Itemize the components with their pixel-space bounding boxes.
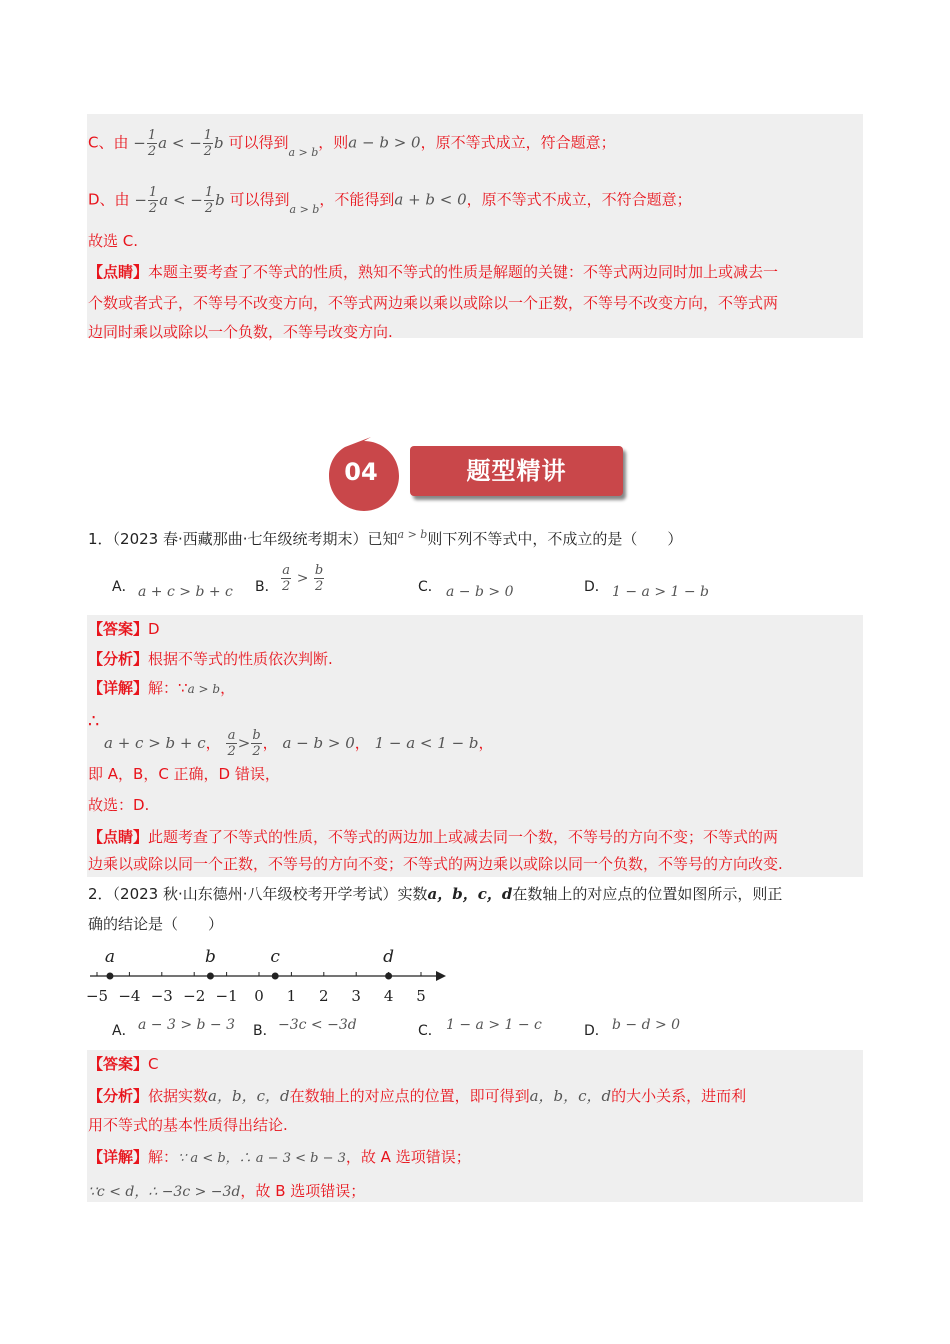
tick-label: −1 — [215, 987, 238, 1002]
section-number: 04 — [344, 458, 378, 486]
axis-arrow-icon — [436, 971, 446, 981]
q1-detail: 【详解】解：∵a > b， — [88, 679, 236, 697]
d-suffix: ，原不等式不成立，不符合题意； — [466, 190, 692, 209]
q2-option-a-math: a − 3 > b − 3 — [138, 1017, 236, 1033]
tick-label: 3 — [351, 987, 361, 1002]
d-prefix: D、由 — [88, 190, 130, 209]
option-c-explanation — [88, 128, 616, 159]
q2-option-d-math: b − d > 0 — [612, 1017, 681, 1033]
expr-a-plus-b-lt-0: a + b < 0 — [394, 190, 467, 209]
point-label-c: c — [270, 947, 280, 967]
question-2-stem-l2: 确的结论是（ ） — [88, 915, 224, 933]
c-suffix: ，原不等式成立，符合题意； — [420, 133, 616, 152]
point-label-d: d — [383, 947, 395, 967]
point-b — [207, 973, 214, 980]
tick-label: −2 — [183, 987, 206, 1002]
expr-a-gt-b-2: a > b — [289, 202, 320, 216]
q1-option-a-label[interactable]: A． — [112, 579, 136, 595]
q2-option-a-label[interactable]: A． — [112, 1023, 136, 1039]
choice-c: 故选 C. — [88, 232, 139, 250]
q1-option-c-math: a − b > 0 — [446, 584, 514, 600]
tick-label: −5 — [85, 987, 109, 1002]
q2-option-c-label[interactable]: C． — [418, 1023, 442, 1039]
q2-analysis-l1: 【分析】依据实数a，b，c，d在数轴上的对应点的位置，即可得到a，b，c，d的大小关系，进而利 — [88, 1087, 747, 1105]
point-label-a: a — [104, 947, 116, 967]
tick-label: 4 — [383, 987, 394, 1002]
q1-option-d-label[interactable]: D． — [584, 579, 609, 595]
q2-option-b-math: −3c < −3d — [278, 1017, 357, 1033]
expr-a-gt-b: a > b — [288, 145, 319, 159]
comment-top-l3: 边同时乘以或除以一个负数，不等号改变方向. — [88, 323, 393, 341]
comment-tag: 【点睛】 — [88, 263, 149, 281]
q1-therefore-line: ∴ — [88, 711, 100, 732]
question-2-stem-l1: 2．（2023 秋·山东德州·八年级校考开学考试）实数a，b，c，d在数轴上的对应点的位置如图所示，则正 — [88, 885, 783, 903]
q1-source: （2023 春·西藏那曲·七年级统考期末）已知 — [112, 530, 398, 548]
number-line — [84, 940, 454, 1002]
option-d-explanation — [88, 185, 692, 216]
q1-analysis: 【分析】根据不等式的性质依次判断. — [88, 650, 333, 668]
q1-option-c-label[interactable]: C． — [418, 579, 442, 595]
c-prefix: C、由 — [88, 133, 129, 152]
point-a — [106, 973, 113, 980]
question-1-stem — [88, 528, 682, 552]
q2-option-d-label[interactable]: D． — [584, 1023, 609, 1039]
q1-stem-end: 则下列不等式中，不成立的是（ ） — [427, 530, 683, 548]
expr-a-minus-b-gt-0: a − b > 0 — [348, 133, 421, 152]
tick-label: 1 — [286, 987, 297, 1002]
q2-option-c-math: 1 − a > 1 − c — [446, 1017, 542, 1033]
q1-choice: 故选：D. — [88, 796, 150, 814]
q1-comment-l1: 【点睛】此题考查了不等式的性质，不等式的两边加上或减去同一个数，不等号的方向不变；不等式的两 — [88, 828, 779, 846]
tick-label: −3 — [150, 987, 173, 1002]
q1-answer: 【答案】D — [88, 620, 160, 638]
q1-option-b-math: $\frac{a}{2}$ > $\frac{b}{2}$ — [282, 563, 324, 594]
expr-neg-half-a-2: − $\frac{1}{2}$ a < − $\frac{1}{2}$ b — [134, 185, 225, 216]
tick-label: 5 — [416, 987, 426, 1002]
q1-num: 1． — [88, 530, 113, 548]
q2-analysis-l2: 用不等式的基本性质得出结论. — [88, 1116, 288, 1134]
expr-neg-half-a: − $\frac{1}{2}$ a < − $\frac{1}{2}$ b — [133, 128, 224, 159]
c-mid: 可以得到 — [228, 133, 289, 152]
c-then: ，则 — [318, 133, 349, 152]
q1-comment-l2: 边乘以或除以同一个正数，不等号的方向不变；不等式的两边乘以或除以同一个负数，不等号的方向改变. — [88, 855, 783, 873]
q1-derived-inequalities: a + c > b + c， $\frac{a}{2}$ > $\frac{b}{2}$ ， a − b > 0， 1 − a < 1 − b， — [104, 728, 494, 759]
q1-conclusion: 即 A，B，C 正确，D 错误， — [88, 765, 280, 783]
d-cannot: ，不能得到 — [319, 190, 395, 209]
q2-option-b-label[interactable]: B． — [253, 1023, 277, 1039]
comment-top-l2: 个数或者式子，不等号不改变方向，不等式两边乘以乘以或除以一个正数，不等号不改变方向，不等式两 — [88, 294, 779, 312]
q2-detail-l1: 【详解】解：∵ a < b，∴ a − 3 < b − 3，故 A 选项错误； — [88, 1148, 471, 1166]
comment-text-1: 本题主要考查了不等式的性质，熟知不等式的性质是解题的关键：不等式两边同时加上或减去一 — [148, 263, 779, 281]
section-title: 题型精讲 — [466, 457, 567, 485]
d-mid: 可以得到 — [229, 190, 290, 209]
q2-answer: 【答案】C — [88, 1055, 159, 1073]
q1-option-b-label[interactable]: B． — [255, 579, 279, 595]
q1-option-d-math: 1 − a > 1 − b — [612, 584, 710, 600]
point-d — [385, 973, 392, 980]
tick-label: 0 — [254, 987, 264, 1002]
q1-option-a-math: a + c > b + c — [138, 584, 233, 600]
comment-top-l1 — [88, 261, 778, 283]
q2-detail-l2: ∵c < d，∴ −3c > −3d，故 B 选项错误； — [88, 1182, 366, 1200]
point-label-b: b — [204, 947, 216, 967]
point-c — [272, 973, 279, 980]
tick-label: −4 — [118, 987, 141, 1002]
q1-given: a > b — [397, 528, 428, 541]
tick-label: 2 — [319, 987, 329, 1002]
